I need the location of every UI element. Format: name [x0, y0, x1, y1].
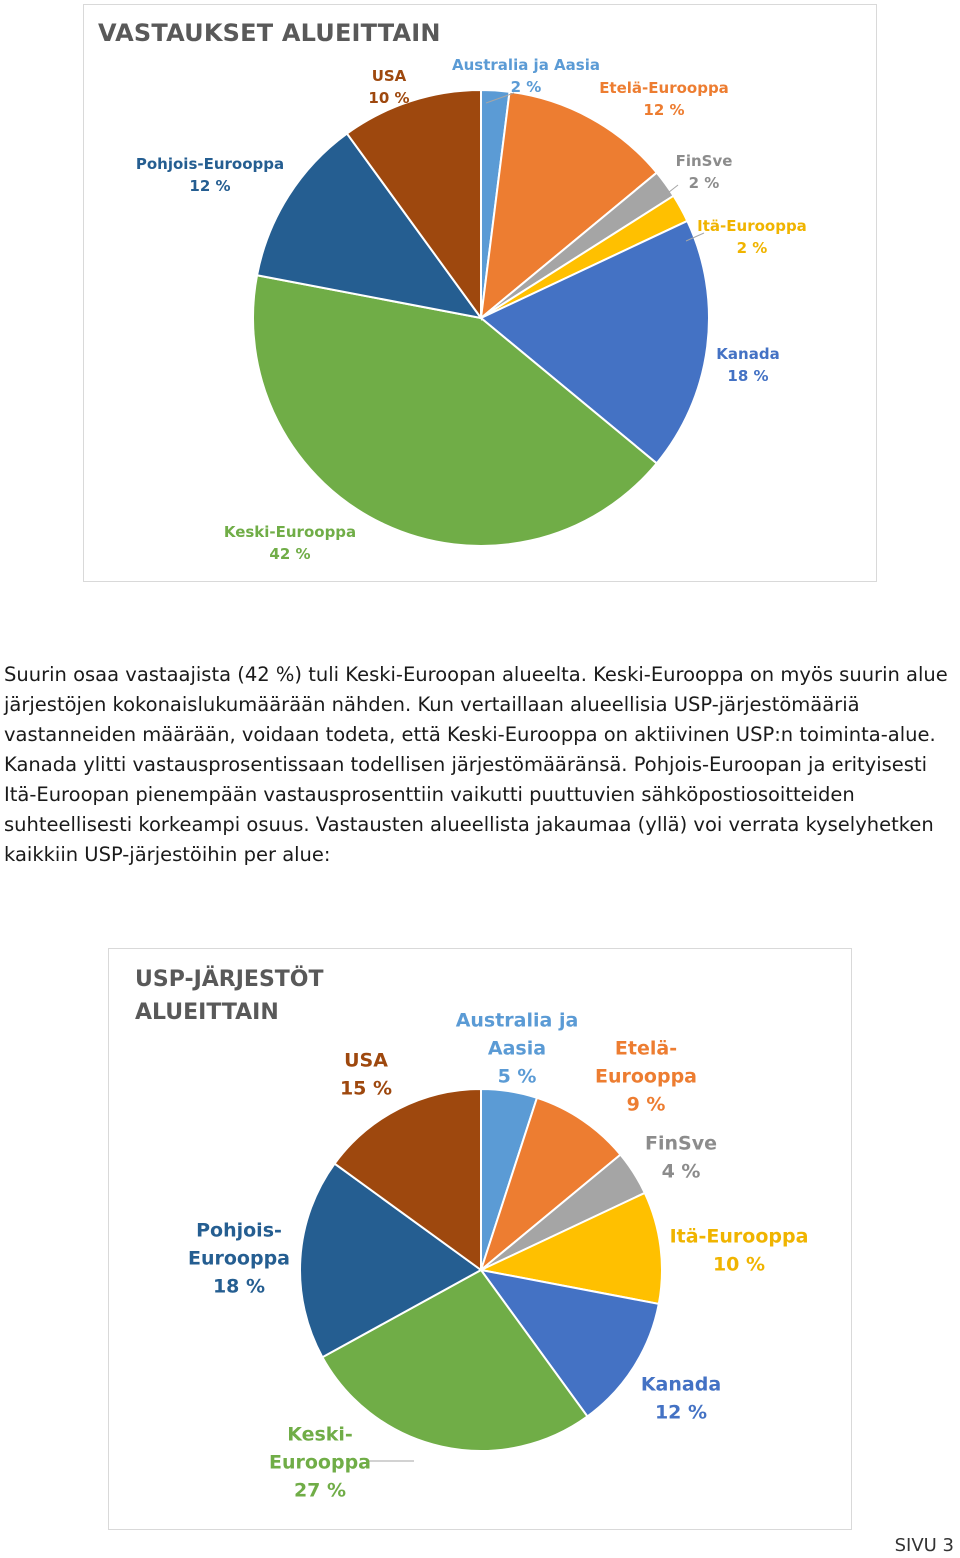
- slice-label-keski-eurooppa: [269, 1424, 371, 1502]
- page-number: SIVU 3: [894, 1535, 954, 1556]
- slice-label-keski-eurooppa: [224, 523, 356, 563]
- slice-label-etela-eurooppa: [595, 1038, 697, 1116]
- slice-value-label: 2 %: [510, 78, 542, 96]
- usp-organizations-by-region-chart: [108, 948, 852, 1530]
- slice-value-label: 12 %: [654, 1401, 708, 1424]
- slice-category-label: Pohjois-: [196, 1219, 282, 1242]
- slice-label-etela-eurooppa: [599, 79, 729, 119]
- svg-text:FinSve4 %: [645, 1133, 717, 1183]
- svg-text:Keski-Eurooppa27 %: [269, 1424, 371, 1502]
- slice-label-pohjois-eurooppa: [188, 1220, 290, 1298]
- slice-value-label: 2 %: [688, 174, 720, 192]
- slice-value-label: 4 %: [661, 1160, 701, 1183]
- slice-category-label: Australia ja: [455, 1009, 579, 1032]
- slice-label-ita-eurooppa: [670, 1226, 809, 1276]
- body-paragraph: Suurin osaa vastaajista (42 %) tuli Keski-Euroopan alueelta. Keski-Eurooppa on myös suurin alue järjestöjen kokonaislukumäärään nähden. Kun vertaillaan alueellisia USP-järjestömääriä vastanneiden määrään, voidaan todeta, että Keski-Eurooppa on aktiivinen USP:n toiminta-alue. Kanada ylitti vastausprosentissaan todellisen järjestömääränsä. Pohjois-Euroopan ja erityisesti Itä-Euroopan pienempään vastausprosenttiin vaikutti puuttuvien sähköpostiosoitteiden suhteellisesti korkeampi osuus. Vastausten alueellista jakaumaa (yllä) voi verrata kyselyhetken kaikkiin USP-järjestöihin per alue:: [4, 663, 948, 866]
- slice-value-label: 42 %: [269, 545, 311, 563]
- slice-label-usa: [340, 1050, 392, 1100]
- slice-label-pohjois-eurooppa: [136, 155, 284, 195]
- svg-text:Etelä-Eurooppa12 %: [599, 79, 729, 119]
- pie-slices: [300, 1089, 662, 1451]
- slice-category-label: USA: [344, 1049, 388, 1072]
- slice-value-label: 9 %: [626, 1093, 666, 1116]
- slice-category-label: Eurooppa: [268, 1451, 372, 1474]
- slice-value-label: 18 %: [212, 1275, 266, 1298]
- pie-chart-svg: [84, 5, 878, 583]
- chart-title: VASTAUKSET ALUEITTAIN: [98, 19, 441, 47]
- slice-value-label: 12 %: [643, 101, 685, 119]
- svg-text:Pohjois-Eurooppa12 %: [136, 155, 284, 195]
- slice-value-label: 18 %: [727, 367, 769, 385]
- slice-label-australia-ja-aasia: [456, 1010, 579, 1088]
- slice-value-label: 5 %: [497, 1065, 537, 1088]
- svg-text:Australia jaAasia5 %: [456, 1010, 579, 1088]
- svg-text:Etelä-Eurooppa9 %: [595, 1038, 697, 1116]
- slice-category-label: Aasia: [487, 1037, 547, 1060]
- slice-category-label: Etelä-: [614, 1037, 678, 1060]
- slice-label-finsve: [645, 1133, 717, 1183]
- svg-text:Itä-Eurooppa10 %: [670, 1226, 809, 1276]
- svg-text:USA15 %: [340, 1050, 392, 1100]
- svg-text:Itä-Eurooppa2 %: [697, 217, 807, 257]
- responses-by-region-chart: [83, 4, 877, 582]
- slice-category-label: Etelä-Eurooppa: [599, 79, 729, 97]
- slice-category-label: Eurooppa: [187, 1247, 291, 1270]
- slice-category-label: Keski-: [287, 1423, 353, 1446]
- slice-label-kanada: [716, 345, 779, 385]
- slice-category-label: Eurooppa: [594, 1065, 698, 1088]
- slice-value-label: 27 %: [293, 1479, 347, 1502]
- pie-slices: [253, 90, 709, 546]
- slice-category-label: FinSve: [645, 1132, 717, 1155]
- slice-category-label: Pohjois-Eurooppa: [135, 155, 285, 173]
- slice-category-label: Itä-Eurooppa: [697, 217, 807, 235]
- svg-text:USA10 %: [368, 67, 409, 107]
- slice-value-label: 12 %: [189, 177, 231, 195]
- slice-label-kanada: [641, 1374, 721, 1424]
- svg-text:Pohjois-Eurooppa18 %: [188, 1220, 290, 1298]
- slice-value-label: 15 %: [339, 1077, 393, 1100]
- slice-category-label: USA: [371, 67, 407, 85]
- svg-text:Kanada12 %: [641, 1374, 721, 1424]
- svg-text:FinSve2 %: [676, 152, 733, 192]
- pie-chart-svg: [109, 949, 853, 1531]
- slice-value-label: 2 %: [736, 239, 768, 257]
- svg-text:Keski-Eurooppa42 %: [224, 523, 356, 563]
- slice-category-label: Kanada: [640, 1373, 722, 1396]
- slice-category-label: Australia ja Aasia: [452, 56, 600, 74]
- slice-label-usa: [368, 67, 409, 107]
- svg-text:Kanada18 %: [716, 345, 779, 385]
- slice-label-finsve: [676, 152, 733, 192]
- slice-category-label: FinSve: [675, 152, 733, 170]
- slice-value-label: 10 %: [368, 89, 410, 107]
- slice-value-label: 10 %: [712, 1253, 766, 1276]
- slice-category-label: Kanada: [716, 345, 780, 363]
- slice-label-ita-eurooppa: [697, 217, 807, 257]
- chart-title: USP-JÄRJESTÖT ALUEITTAIN: [135, 967, 324, 1025]
- slice-category-label: Keski-Eurooppa: [223, 523, 357, 541]
- slice-category-label: Itä-Eurooppa: [669, 1225, 809, 1248]
